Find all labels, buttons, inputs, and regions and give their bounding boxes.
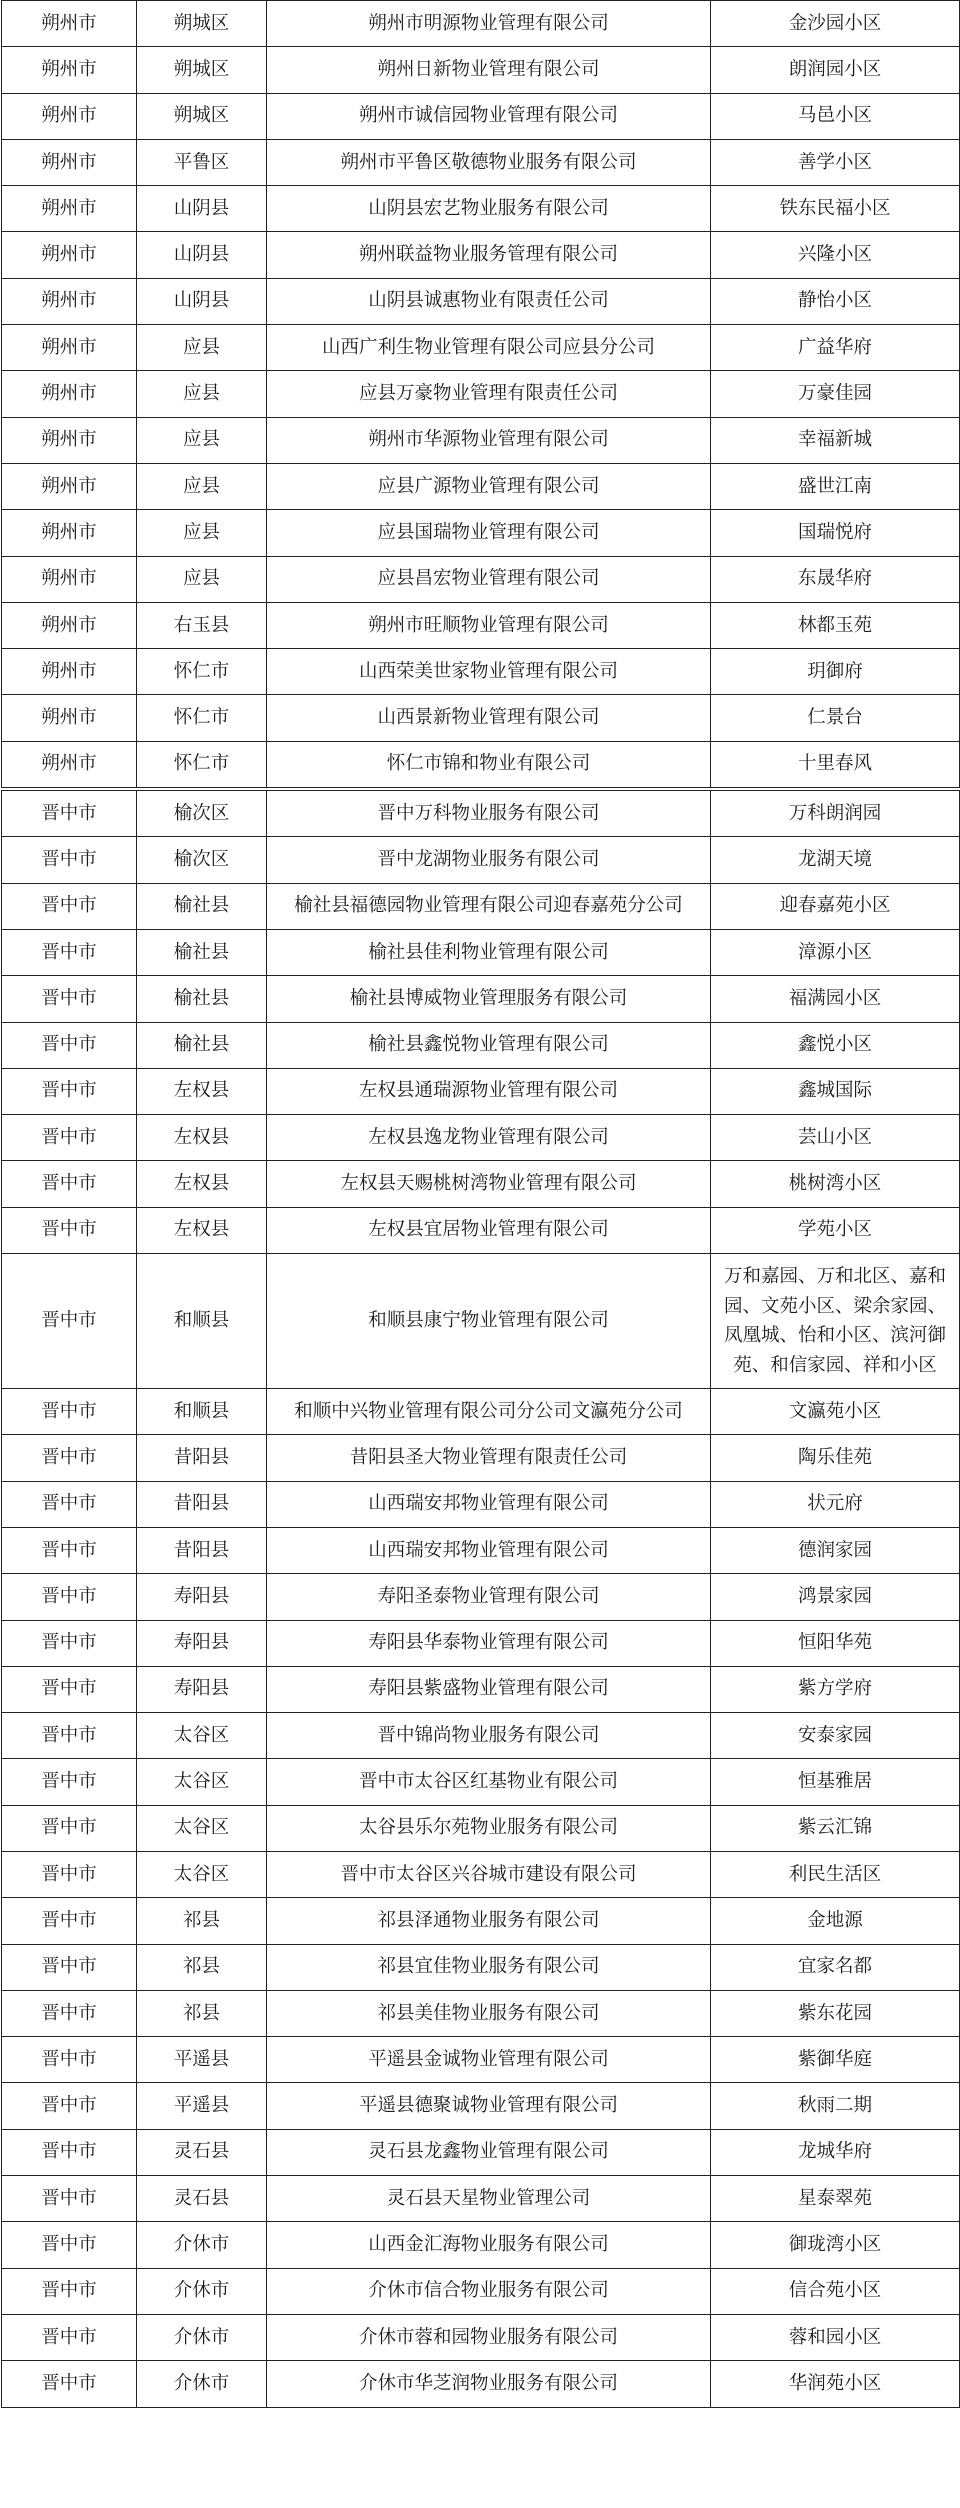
city-cell: 晋中市: [2, 1207, 137, 1253]
district-cell: 怀仁市: [137, 695, 267, 741]
company-cell: 介休市华芝润物业服务有限公司: [267, 2361, 711, 2407]
community-cell: 学苑小区: [711, 1207, 960, 1253]
community-cell: 秋雨二期: [711, 2083, 960, 2129]
district-cell: 祁县: [137, 1944, 267, 1990]
company-cell: 寿阳圣泰物业管理有限公司: [267, 1574, 711, 1620]
community-cell: 紫御华庭: [711, 2037, 960, 2083]
district-cell: 和顺县: [137, 1254, 267, 1389]
table-row: [2, 2314, 960, 2360]
city-cell: 晋中市: [2, 2083, 137, 2129]
company-cell: 榆社县佳利物业管理有限公司: [267, 929, 711, 975]
company-cell: 榆社县博威物业管理服务有限公司: [267, 976, 711, 1022]
property-table-page: [1, 0, 959, 2408]
city-cell: 晋中市: [2, 2222, 137, 2268]
community-cell: 华润苑小区: [711, 2361, 960, 2407]
community-cell: 金沙园小区: [711, 1, 960, 47]
company-cell: 朔州市明源物业管理有限公司: [267, 1, 711, 47]
table-row: [2, 602, 960, 648]
district-cell: 左权县: [137, 1068, 267, 1114]
company-cell: 朔州市旺顺物业管理有限公司: [267, 602, 711, 648]
table-row: [2, 695, 960, 741]
community-cell: 紫方学府: [711, 1666, 960, 1712]
city-cell: 晋中市: [2, 789, 137, 837]
city-cell: 晋中市: [2, 1389, 137, 1435]
company-cell: 朔州日新物业管理有限公司: [267, 47, 711, 93]
city-cell: 晋中市: [2, 837, 137, 883]
city-cell: 晋中市: [2, 1620, 137, 1666]
table-row: [2, 1481, 960, 1527]
table-row: [2, 47, 960, 93]
district-cell: 应县: [137, 371, 267, 417]
table-row: [2, 1115, 960, 1161]
company-cell: 寿阳县紫盛物业管理有限公司: [267, 1666, 711, 1712]
community-cell: 广益华府: [711, 325, 960, 371]
community-cell: 恒基雅居: [711, 1759, 960, 1805]
company-cell: 灵石县天星物业管理公司: [267, 2176, 711, 2222]
city-cell: 晋中市: [2, 2037, 137, 2083]
city-cell: 朔州市: [2, 510, 137, 556]
city-cell: 晋中市: [2, 883, 137, 929]
community-cell: 万豪佳园: [711, 371, 960, 417]
table-body: [2, 1, 960, 2408]
city-cell: 朔州市: [2, 371, 137, 417]
district-cell: 怀仁市: [137, 741, 267, 789]
district-cell: 怀仁市: [137, 649, 267, 695]
table-row: [2, 1666, 960, 1712]
community-cell: 紫东花园: [711, 1990, 960, 2036]
district-cell: 左权县: [137, 1207, 267, 1253]
community-cell: 静怡小区: [711, 278, 960, 324]
district-cell: 昔阳县: [137, 1435, 267, 1481]
table-row: [2, 2176, 960, 2222]
community-cell: 盛世江南: [711, 463, 960, 509]
city-cell: 朔州市: [2, 186, 137, 232]
table-row: [2, 1759, 960, 1805]
table-row: [2, 139, 960, 185]
table-row: [2, 741, 960, 789]
company-cell: 朔州市平鲁区敬德物业服务有限公司: [267, 139, 711, 185]
district-cell: 榆次区: [137, 837, 267, 883]
city-cell: 朔州市: [2, 278, 137, 324]
city-cell: 晋中市: [2, 1851, 137, 1897]
city-cell: 朔州市: [2, 1, 137, 47]
community-cell: 利民生活区: [711, 1851, 960, 1897]
district-cell: 应县: [137, 556, 267, 602]
district-cell: 榆社县: [137, 976, 267, 1022]
community-cell: 恒阳华苑: [711, 1620, 960, 1666]
table-row: [2, 232, 960, 278]
community-cell: 福满园小区: [711, 976, 960, 1022]
community-cell: 林都玉苑: [711, 602, 960, 648]
table-row: [2, 1805, 960, 1851]
company-cell: 应县万豪物业管理有限责任公司: [267, 371, 711, 417]
table-row: [2, 2222, 960, 2268]
company-cell: 晋中市太谷区兴谷城市建设有限公司: [267, 1851, 711, 1897]
table-row: [2, 371, 960, 417]
company-cell: 山西金汇海物业服务有限公司: [267, 2222, 711, 2268]
table-row: [2, 510, 960, 556]
district-cell: 太谷区: [137, 1805, 267, 1851]
company-cell: 祁县美佳物业服务有限公司: [267, 1990, 711, 2036]
company-cell: 平遥县金诚物业管理有限公司: [267, 2037, 711, 2083]
table-row: [2, 1254, 960, 1389]
district-cell: 介休市: [137, 2222, 267, 2268]
district-cell: 太谷区: [137, 1851, 267, 1897]
district-cell: 朔城区: [137, 47, 267, 93]
company-cell: 朔州联益物业服务管理有限公司: [267, 232, 711, 278]
property-management-table: [1, 0, 960, 2408]
district-cell: 朔城区: [137, 1, 267, 47]
district-cell: 灵石县: [137, 2176, 267, 2222]
community-cell: 万科朗润园: [711, 789, 960, 837]
city-cell: 朔州市: [2, 741, 137, 789]
company-cell: 晋中龙湖物业服务有限公司: [267, 837, 711, 883]
city-cell: 朔州市: [2, 649, 137, 695]
table-row: [2, 1527, 960, 1573]
city-cell: 晋中市: [2, 1435, 137, 1481]
city-cell: 朔州市: [2, 556, 137, 602]
table-row: [2, 2129, 960, 2175]
company-cell: 山西景新物业管理有限公司: [267, 695, 711, 741]
table-row: [2, 1574, 960, 1620]
district-cell: 右玉县: [137, 602, 267, 648]
district-cell: 山阴县: [137, 186, 267, 232]
community-cell: 鸿景家园: [711, 1574, 960, 1620]
community-cell: 兴隆小区: [711, 232, 960, 278]
table-row: [2, 1944, 960, 1990]
community-cell: 星泰翠苑: [711, 2176, 960, 2222]
district-cell: 榆社县: [137, 883, 267, 929]
company-cell: 左权县宜居物业管理有限公司: [267, 1207, 711, 1253]
company-cell: 山西广利生物业管理有限公司应县分公司: [267, 325, 711, 371]
district-cell: 山阴县: [137, 232, 267, 278]
city-cell: 晋中市: [2, 2314, 137, 2360]
city-cell: 晋中市: [2, 2268, 137, 2314]
district-cell: 寿阳县: [137, 1666, 267, 1712]
community-cell: 龙湖天境: [711, 837, 960, 883]
community-cell: 鑫城国际: [711, 1068, 960, 1114]
company-cell: 太谷县乐尔苑物业服务有限公司: [267, 1805, 711, 1851]
table-row: [2, 1620, 960, 1666]
district-cell: 榆次区: [137, 789, 267, 837]
community-cell: 桃树湾小区: [711, 1161, 960, 1207]
district-cell: 昔阳县: [137, 1481, 267, 1527]
table-row: [2, 1389, 960, 1435]
district-cell: 寿阳县: [137, 1620, 267, 1666]
table-row: [2, 1898, 960, 1944]
community-cell: 国瑞悦府: [711, 510, 960, 556]
community-cell: 万和嘉园、万和北区、嘉和园、文苑小区、梁余家园、凤凰城、怡和小区、滨河御苑、和信家园、祥和小区: [711, 1254, 960, 1389]
city-cell: 晋中市: [2, 1115, 137, 1161]
table-row: [2, 837, 960, 883]
district-cell: 介休市: [137, 2268, 267, 2314]
community-cell: 马邑小区: [711, 93, 960, 139]
city-cell: 晋中市: [2, 1068, 137, 1114]
company-cell: 榆社县鑫悦物业管理有限公司: [267, 1022, 711, 1068]
community-cell: 芸山小区: [711, 1115, 960, 1161]
city-cell: 晋中市: [2, 1713, 137, 1759]
district-cell: 寿阳县: [137, 1574, 267, 1620]
table-row: [2, 325, 960, 371]
district-cell: 应县: [137, 463, 267, 509]
community-cell: 仁景台: [711, 695, 960, 741]
company-cell: 祁县宜佳物业服务有限公司: [267, 1944, 711, 1990]
city-cell: 朔州市: [2, 463, 137, 509]
district-cell: 应县: [137, 510, 267, 556]
community-cell: 信合苑小区: [711, 2268, 960, 2314]
community-cell: 文瀛苑小区: [711, 1389, 960, 1435]
city-cell: 晋中市: [2, 1574, 137, 1620]
city-cell: 朔州市: [2, 232, 137, 278]
city-cell: 朔州市: [2, 93, 137, 139]
company-cell: 介休市蓉和园物业服务有限公司: [267, 2314, 711, 2360]
city-cell: 晋中市: [2, 1254, 137, 1389]
community-cell: 十里春风: [711, 741, 960, 789]
company-cell: 昔阳县圣大物业管理有限责任公司: [267, 1435, 711, 1481]
community-cell: 金地源: [711, 1898, 960, 1944]
company-cell: 晋中市太谷区红基物业有限公司: [267, 1759, 711, 1805]
table-row: [2, 186, 960, 232]
community-cell: 状元府: [711, 1481, 960, 1527]
district-cell: 左权县: [137, 1161, 267, 1207]
city-cell: 朔州市: [2, 139, 137, 185]
district-cell: 介休市: [137, 2361, 267, 2407]
city-cell: 晋中市: [2, 1481, 137, 1527]
company-cell: 平遥县德聚诚物业管理有限公司: [267, 2083, 711, 2129]
table-row: [2, 1990, 960, 2036]
community-cell: 宜家名都: [711, 1944, 960, 1990]
company-cell: 和顺县康宁物业管理有限公司: [267, 1254, 711, 1389]
city-cell: 晋中市: [2, 1759, 137, 1805]
table-row: [2, 2037, 960, 2083]
company-cell: 和顺中兴物业管理有限公司分公司文瀛苑分公司: [267, 1389, 711, 1435]
city-cell: 晋中市: [2, 976, 137, 1022]
company-cell: 朔州市华源物业管理有限公司: [267, 417, 711, 463]
community-cell: 迎春嘉苑小区: [711, 883, 960, 929]
table-row: [2, 463, 960, 509]
company-cell: 祁县泽通物业服务有限公司: [267, 1898, 711, 1944]
district-cell: 山阴县: [137, 278, 267, 324]
district-cell: 平遥县: [137, 2083, 267, 2129]
table-row: [2, 1207, 960, 1253]
company-cell: 灵石县龙鑫物业管理有限公司: [267, 2129, 711, 2175]
city-cell: 晋中市: [2, 1022, 137, 1068]
district-cell: 榆社县: [137, 1022, 267, 1068]
company-cell: 榆社县福德园物业管理有限公司迎春嘉苑分公司: [267, 883, 711, 929]
district-cell: 平遥县: [137, 2037, 267, 2083]
company-cell: 山阴县诚惠物业有限责任公司: [267, 278, 711, 324]
district-cell: 祁县: [137, 1990, 267, 2036]
table-row: [2, 1, 960, 47]
company-cell: 应县国瑞物业管理有限公司: [267, 510, 711, 556]
table-row: [2, 278, 960, 324]
city-cell: 朔州市: [2, 325, 137, 371]
table-row: [2, 1068, 960, 1114]
city-cell: 晋中市: [2, 1898, 137, 1944]
table-row: [2, 1851, 960, 1897]
city-cell: 晋中市: [2, 2361, 137, 2407]
district-cell: 介休市: [137, 2314, 267, 2360]
table-row: [2, 2268, 960, 2314]
table-row: [2, 1435, 960, 1481]
company-cell: 朔州市诚信园物业管理有限公司: [267, 93, 711, 139]
district-cell: 和顺县: [137, 1389, 267, 1435]
city-cell: 晋中市: [2, 2129, 137, 2175]
city-cell: 晋中市: [2, 2176, 137, 2222]
community-cell: 漳源小区: [711, 929, 960, 975]
table-row: [2, 976, 960, 1022]
district-cell: 应县: [137, 325, 267, 371]
company-cell: 晋中万科物业服务有限公司: [267, 789, 711, 837]
company-cell: 山西瑞安邦物业管理有限公司: [267, 1527, 711, 1573]
community-cell: 幸福新城: [711, 417, 960, 463]
city-cell: 朔州市: [2, 417, 137, 463]
city-cell: 晋中市: [2, 1805, 137, 1851]
community-cell: 龙城华府: [711, 2129, 960, 2175]
community-cell: 御珑湾小区: [711, 2222, 960, 2268]
table-row: [2, 883, 960, 929]
company-cell: 晋中锦尚物业服务有限公司: [267, 1713, 711, 1759]
community-cell: 蓉和园小区: [711, 2314, 960, 2360]
table-row: [2, 929, 960, 975]
city-cell: 朔州市: [2, 602, 137, 648]
community-cell: 鑫悦小区: [711, 1022, 960, 1068]
community-cell: 善学小区: [711, 139, 960, 185]
company-cell: 介休市信合物业服务有限公司: [267, 2268, 711, 2314]
table-row: [2, 649, 960, 695]
district-cell: 应县: [137, 417, 267, 463]
company-cell: 应县广源物业管理有限公司: [267, 463, 711, 509]
city-cell: 晋中市: [2, 1161, 137, 1207]
community-cell: 安泰家园: [711, 1713, 960, 1759]
city-cell: 晋中市: [2, 929, 137, 975]
city-cell: 朔州市: [2, 47, 137, 93]
table-row: [2, 1161, 960, 1207]
table-row: [2, 2361, 960, 2407]
community-cell: 铁东民福小区: [711, 186, 960, 232]
district-cell: 太谷区: [137, 1713, 267, 1759]
city-cell: 晋中市: [2, 1666, 137, 1712]
company-cell: 怀仁市锦和物业有限公司: [267, 741, 711, 789]
community-cell: 紫云汇锦: [711, 1805, 960, 1851]
company-cell: 左权县天赐桃树湾物业管理有限公司: [267, 1161, 711, 1207]
district-cell: 灵石县: [137, 2129, 267, 2175]
table-row: [2, 556, 960, 602]
company-cell: 山西瑞安邦物业管理有限公司: [267, 1481, 711, 1527]
city-cell: 晋中市: [2, 1990, 137, 2036]
company-cell: 左权县通瑞源物业管理有限公司: [267, 1068, 711, 1114]
company-cell: 寿阳县华泰物业管理有限公司: [267, 1620, 711, 1666]
company-cell: 左权县逸龙物业管理有限公司: [267, 1115, 711, 1161]
district-cell: 朔城区: [137, 93, 267, 139]
table-row: [2, 417, 960, 463]
district-cell: 太谷区: [137, 1759, 267, 1805]
district-cell: 左权县: [137, 1115, 267, 1161]
company-cell: 应县昌宏物业管理有限公司: [267, 556, 711, 602]
table-row: [2, 93, 960, 139]
city-cell: 晋中市: [2, 1944, 137, 1990]
table-row: [2, 1022, 960, 1068]
community-cell: 德润家园: [711, 1527, 960, 1573]
company-cell: 山西荣美世家物业管理有限公司: [267, 649, 711, 695]
district-cell: 祁县: [137, 1898, 267, 1944]
community-cell: 东晟华府: [711, 556, 960, 602]
table-row: [2, 1713, 960, 1759]
community-cell: 玥御府: [711, 649, 960, 695]
table-row: [2, 2083, 960, 2129]
city-cell: 朔州市: [2, 695, 137, 741]
company-cell: 山阴县宏艺物业服务有限公司: [267, 186, 711, 232]
table-row: [2, 789, 960, 837]
district-cell: 榆社县: [137, 929, 267, 975]
district-cell: 平鲁区: [137, 139, 267, 185]
community-cell: 朗润园小区: [711, 47, 960, 93]
district-cell: 昔阳县: [137, 1527, 267, 1573]
city-cell: 晋中市: [2, 1527, 137, 1573]
community-cell: 陶乐佳苑: [711, 1435, 960, 1481]
